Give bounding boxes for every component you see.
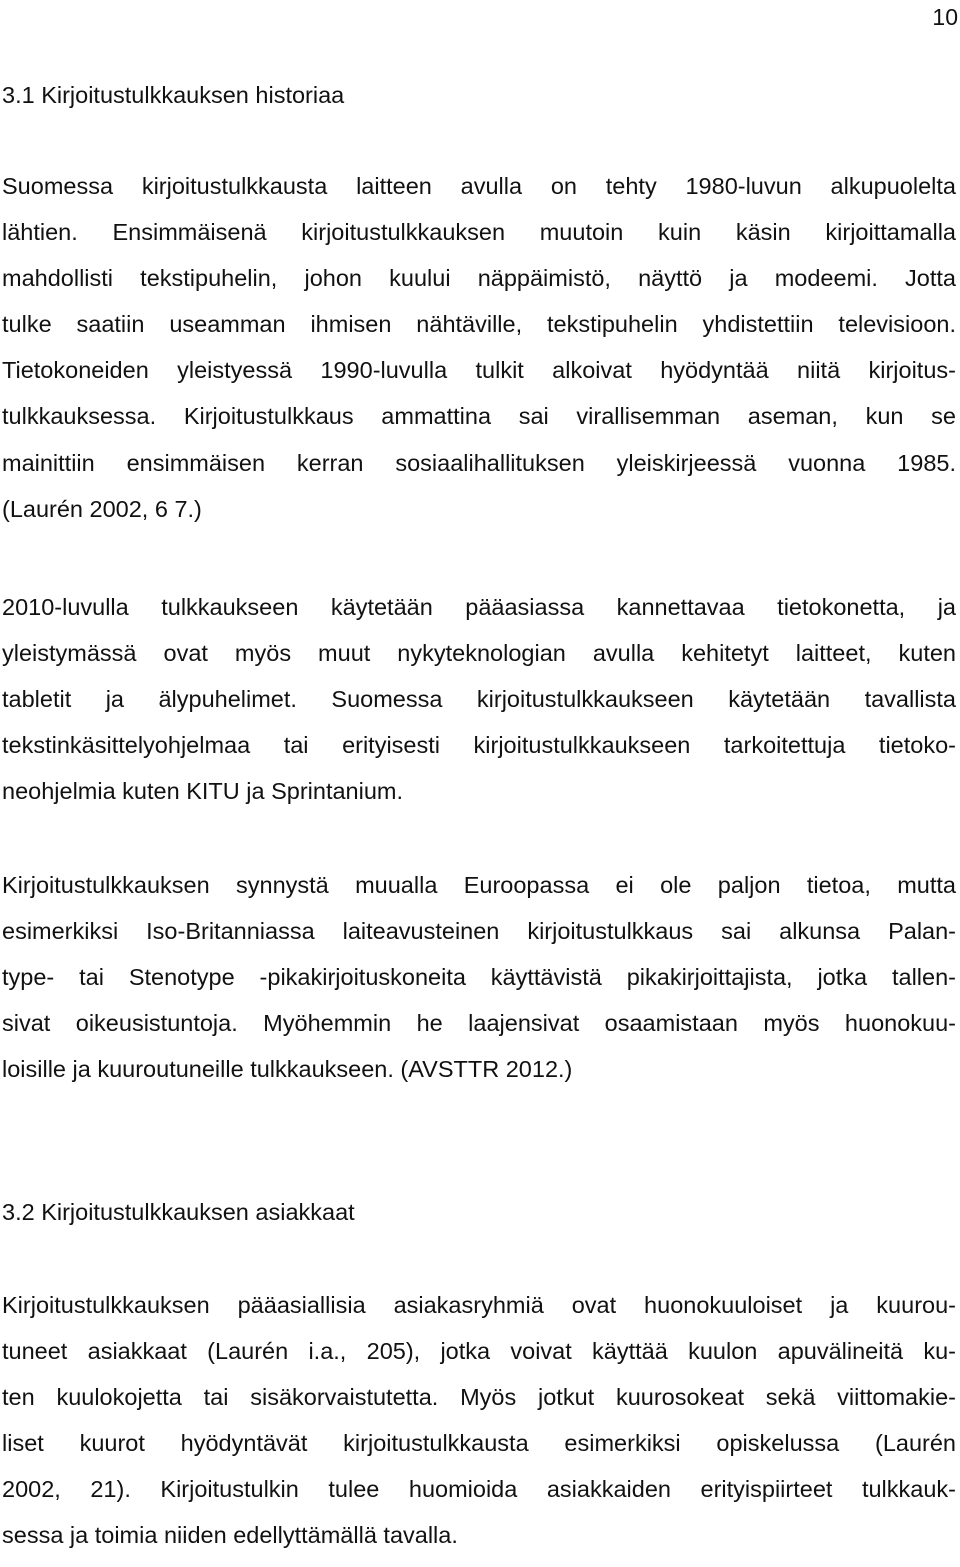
text-line: liset kuurot hyödyntävät kirjoitustulkkausta esimerkiksi opiskelussa (Laurén <box>2 1430 956 1457</box>
text-line: sivat oikeusistuntoja. Myöhemmin he laajensivat osaamistaan myös huonokuu- <box>2 1010 956 1037</box>
text-line: loisille ja kuuroutuneille tulkkaukseen. (AVSTTR 2012.) <box>2 1056 573 1083</box>
text-line: sessa ja toimia niiden edellyttämällä tavalla. <box>2 1522 458 1549</box>
paragraph-clients-1 <box>2 1290 956 1567</box>
text-line: (Laurén 2002, 6 7.) <box>2 495 202 522</box>
text-line: ten kuulokojetta tai sisäkorvaistutetta. Myös jotkut kuurosokeat sekä viittomakie- <box>2 1384 956 1411</box>
text-line: mahdollisti tekstipuhelin, johon kuului näppäimistö, näyttö ja modeemi. Jotta <box>2 265 956 292</box>
text-line: mainittiin ensimmäisen kerran sosiaalihallituksen yleiskirjeessä vuonna 1985. <box>2 449 956 476</box>
text-line: Kirjoitustulkkauksen synnystä muualla Euroopassa ei ole paljon tietoa, mutta <box>2 872 956 898</box>
text-line: Kirjoitustulkkauksen pääasiallisia asiakasryhmiä ovat huonokuuloiset ja kuurou- <box>2 1292 956 1318</box>
paragraph-history-3 <box>2 870 956 1100</box>
page-number: 10 <box>932 4 958 30</box>
text-line: tuneet asiakkaat (Laurén i.a., 205), jotka voivat käyttää kuulon apuvälineitä ku- <box>2 1338 956 1365</box>
text-line: Suomessa kirjoitustulkkausta laitteen avulla on tehty 1980-luvun alkupuolelta <box>2 173 956 199</box>
text-line: lähtien. Ensimmäisenä kirjoitustulkkauksen muutoin kuin käsin kirjoittamalla <box>2 219 956 246</box>
text-line: neohjelmia kuten KITU ja Sprintanium. <box>2 778 404 805</box>
text-line: type- tai Stenotype -pikakirjoituskoneita käyttävistä pikakirjoittajista, jotka tallen- <box>2 964 956 991</box>
text-line: 2002, 21). Kirjoitustulkin tulee huomioida asiakkaiden erityispiirteet tulkkauk- <box>2 1476 956 1503</box>
text-line: esimerkiksi Iso-Britanniassa laiteavusteinen kirjoitustulkkaus sai alkunsa Palan- <box>2 918 956 945</box>
text-line: tulkkauksessa. Kirjoitustulkkaus ammattina sai virallisemman aseman, kun se <box>2 403 956 430</box>
text-line: 2010-luvulla tulkkaukseen käytetään pääasiassa kannettavaa tietokonetta, ja <box>2 594 956 620</box>
section-heading-history: 3.1 Kirjoitustulkkauksen historiaa <box>2 82 345 108</box>
paragraph-history-2 <box>2 592 956 822</box>
text-line: tabletit ja älypuhelimet. Suomessa kirjoitustulkkaukseen käytetään tavallista <box>2 686 956 713</box>
text-line: tekstinkäsittelyohjelmaa tai erityisesti kirjoitustulkkaukseen tarkoitettuja tietoko- <box>2 732 956 759</box>
paragraph-history-1 <box>2 171 956 540</box>
text-line: tulke saatiin useamman ihmisen nähtäville, tekstipuhelin yhdistettiin televisioon. <box>2 311 956 338</box>
text-line: Tietokoneiden yleistyessä 1990-luvulla tulkit alkoivat hyödyntää niitä kirjoitus- <box>2 357 956 384</box>
section-heading-clients: 3.2 Kirjoitustulkkauksen asiakkaat <box>2 1199 355 1225</box>
text-line: yleistymässä ovat myös muut nykyteknologian avulla kehitetyt laitteet, kuten <box>2 640 956 667</box>
